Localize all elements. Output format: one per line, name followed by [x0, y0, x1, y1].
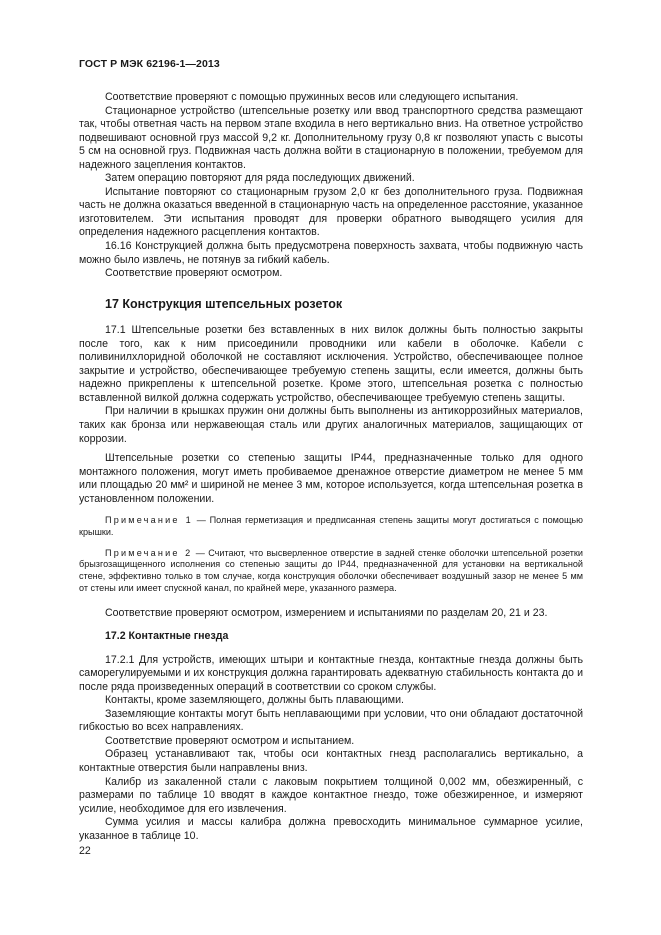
note-label: Примечание 2 [105, 547, 193, 558]
note-text: — Полная герметизация и предписанная степень защиты могут достигаться с помощью крышки. [79, 515, 583, 538]
paragraph: Стационарное устройство (штепсельные розетку или ввод транспортного средства размещают так, чтобы ответная часть на первом этапе входила в него вертикально вниз. На ответное устройство подвешивают основной груз массой 9,2 кг. Дополнительному грузу 0,8 кг позволяют упасть с высоты 5 см на основной груз. Подвижная часть должна войти в стационарную в положении, требуемом для надежного зацепления контактов. [79, 104, 583, 171]
paragraph: 17.2.1 Для устройств, имеющих штыри и контактные гнезда, контактные гнезда должны быть саморегулируемыми и их конструкция должна гарантировать адекватную стабильность контакта до и после ряда произведенных операций в соответствии со сроком службы. [79, 653, 583, 693]
standard-header: ГОСТ Р МЭК 62196-1—2013 [79, 58, 220, 70]
paragraph: Образец устанавливают так, чтобы оси контактных гнезд располагались вертикально, а контактные отверстия были направлены вниз. [79, 748, 583, 774]
page-number: 22 [79, 845, 91, 857]
paragraph: Соответствие проверяют осмотром и испытанием. [105, 734, 355, 747]
paragraph: Затем операцию повторяют для ряда последующих движений. [105, 172, 415, 185]
paragraph: Соответствие проверяют осмотром, измерением и испытаниями по разделам 20, 21 и 23. [105, 606, 548, 619]
section-17-title: 17 Конструкция штепсельных розеток [105, 296, 343, 311]
note-2 [79, 548, 583, 595]
paragraph: Заземляющие контакты могут быть неплавающими при условии, что они обладают достаточной гибкостью во всех направлениях. [79, 707, 583, 734]
paragraph: Соответствие проверяют осмотром. [105, 267, 283, 280]
paragraph: При наличии в крышках пружин они должны быть выполнены из антикоррозийных материалов, таких как бронза или нержавеющая сталь или других аналогичных материалов, защищающих от коррозии. [79, 405, 583, 445]
note-text: — Считают, что высверленное отверстие в задней стенке оболочки штепсельной розетки брызгозащищенного исполнения со степенью защиты до IP44, предназначенной для установки на вертикальной стене, эффективно только в том случае, когда конструкция оболочки обеспечивает воздушный зазор не менее 5 мм от стены или имеет спускной канал, по крайней мере, указанного размера. [79, 547, 583, 593]
paragraph: Калибр из закаленной стали с лаковым покрытием толщиной 0,002 мм, обезжиренный, с размерами по таблице 10 вводят в каждое контактное гнездо, тоже обезжиренное, и измеряют усилие, необходимое для его извлечения. [79, 775, 583, 815]
paragraph: Контакты, кроме заземляющего, должны быть плавающими. [105, 694, 404, 707]
document-body [79, 91, 583, 843]
paragraph: Соответствие проверяют с помощью пружинных весов или следующего испытания. [105, 91, 519, 103]
paragraph: 17.1 Штепсельные розетки без вставленных в них вилок должны быть полностью закрыты после того, как к ним присоединили проводники или кабели в оболочке. Кабели с поливинилхлоридной оболочкой не составляют исключения. Устройство, обеспечивающее полное закрытие и устройство, обеспечивающее требуемую степень защиты, если имеется, должны быть надежно прикреплены к штепсельной розетке. Кроме этого, штепсельная розетка с полностью вставленной вилкой должна содержать устройство, обеспечивающее требуемую степень защиты. [79, 324, 583, 404]
paragraph: Испытание повторяют со стационарным грузом 2,0 кг без дополнительного груза. Подвижная часть не должна оказаться введенной в стационарную часть на определенное расстояние, указанное изготовителем. Эти испытания проводят для проверки обратного выводящего усилия для определения надежного расцепления контактов. [79, 185, 583, 239]
paragraph: Сумма усилия и массы калибра должна превосходить минимальное суммарное усилие, указанное в таблице 10. [79, 816, 583, 842]
note-label: Примечание 1 [105, 515, 193, 526]
paragraph: Штепсельные розетки со степенью защиты IP44, предназначенные только для одного монтажного положения, могут иметь пробиваемое дренажное отверстие диаметром не менее 5 мм или площадью 20 мм² и шириной не менее 3 мм, которое используется, когда штепсельная розетка в установленном положении. [79, 452, 583, 505]
section-17-2-title: 17.2 Контактные гнезда [105, 630, 229, 643]
paragraph: 16.16 Конструкцией должна быть предусмотрена поверхность захвата, чтобы подвижную часть можно было извлечь, не потянув за гибкий кабель. [79, 240, 583, 266]
note-1 [79, 515, 583, 538]
